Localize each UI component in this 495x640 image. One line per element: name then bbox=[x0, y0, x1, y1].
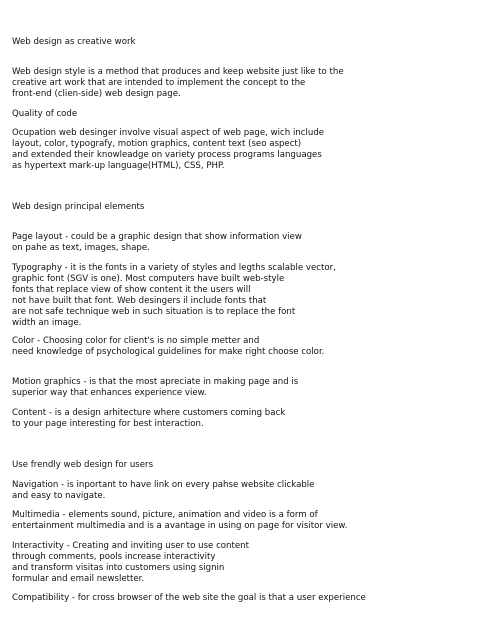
item-color: Color - Choosing color for client's is no simple metter and need knowledge of psychological guidelines for make right choose color. bbox=[12, 336, 325, 357]
item-content: Content - is a design arhitecture where customers coming back to your page interesting for best interaction. bbox=[12, 408, 286, 429]
item-navigation: Navigation - is inportant to have link on every pahse website clickable and easy to navigate. bbox=[12, 480, 315, 501]
item-multimedia: Multimedia - elements sound, picture, animation and video is a form of entertainment multimedia and is a avantage in using on page for visitor view. bbox=[12, 510, 348, 531]
section-heading-principal-elements: Web design principal elements bbox=[12, 202, 145, 212]
item-motion-graphics: Motion graphics - is that the most apreciate in making page and is superior way that enhances experience view. bbox=[12, 377, 299, 398]
item-compatibility: Compatibility - for cross browser of the web site the goal is that a user experience bbox=[12, 593, 366, 603]
item-typography: Typography - it is the fonts in a variety of styles and legths scalable vector, graphic font (SGV is one). Most computers have built web-style fonts that replace view of show content it the users will not have built that font. Web desingers il include fonts that are not safe technique web in such situation is to replace the font width an image. bbox=[12, 263, 336, 328]
section-heading-creative-work: Web design as creative work bbox=[12, 37, 136, 47]
section-heading-user-friendly: Use frendly web design for users bbox=[12, 460, 154, 470]
document-page bbox=[12, 0, 488, 640]
paragraph-web-design-style: Web design style is a method that produces and keep website just like to the creative art work that are intended to implement the concept to the front-end (clien-side) web design page. bbox=[12, 67, 344, 99]
item-interactivity: Interactivity - Creating and inviting user to use content through comments, pools increase interactivity and transform visitas into customers using signin formular and email newsletter. bbox=[12, 541, 249, 584]
item-page-layout: Page layout - could be a graphic design that show information view on pahe as text, images, shape. bbox=[12, 232, 302, 253]
subheading-quality-of-code: Quality of code bbox=[12, 109, 78, 119]
paragraph-occupation: Ocupation web desinger involve visual aspect of web page, wich include layout, color, typografy, motion graphics, content text (seo aspect) and extended their knowleadge on variety process programs languages as hypertext mark-up language(HTML), CSS, PHP. bbox=[12, 128, 325, 171]
